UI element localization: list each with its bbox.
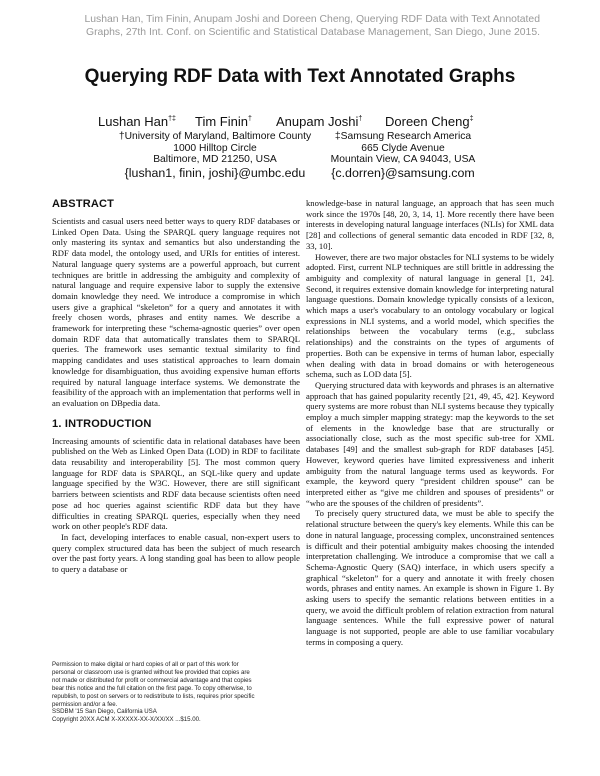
abstract-heading: ABSTRACT: [52, 198, 115, 210]
author-mark: †: [247, 115, 252, 123]
author-name: Anupam Joshi: [276, 114, 359, 129]
intro-paragraph-2: In fact, developing interfaces to enable casual, non-expert users to query complex structured data has been the subject of much research over the past forty years. A long standing goal has been to allow people to query a database or: [52, 531, 300, 575]
affiliation-line: Mountain View, CA 94043, USA: [330, 154, 476, 166]
body-paragraph-4: To precisely query structured data, we must be able to specify the relational structure between the query's key elements. While this can be done in natural language, processing complex, unconstrained sentences is difficult and their potential ambiguity makes choosing the intended interpretation challenging. We introduce a compromise that we call a Schema-Agnostic Query (SAQ) interface, in which users specify a graphical “skeleton” for a query and annotate it with freely chosen words, phrases and entity names. An example is shown in Figure 1. By asking users to specify the semantic relations between entities in a query, we avoid the difficult problem of relation extraction from natural language sentences. While the full expressive power of natural language is not supported, people are able to use familiar vocabulary terms in composing a query.: [306, 508, 554, 647]
conference-line: SSDBM '15 San Diego, California USA: [52, 708, 157, 716]
abstract-text: Scientists and casual users need better ways to query RDF databases or Linked Open Data. Using the SPARQL query language requires not only mastering its syntax and semantics but also understanding the RDF data model, the ontology used, and URIs for entities of interest. Natural language query systems are a powerful approach, but current techniques are brittle in addressing the ambiguity and complexity of natural language and require expensive labor to supply the extensive domain knowledge they need. We introduce a compromise in which users give a graphical “skeleton” for a query and annotates it with freely chosen words, phrases and entity names. We describe a framework for interpreting these “schema-agnostic queries” over open domain RDF data that automatically translates them to SPARQL queries. The framework uses semantic textual similarity to find mapping candidates and uses statistical approaches to learn domain knowledge for disambiguation, thus avoiding expensive human efforts required by natural language interface systems. We demonstrate the feasibility of the approach with an implementation that performs well in an evaluation on DBpedia data.: [52, 216, 300, 408]
paper-title: Querying RDF Data with Text Annotated Graphs: [84, 66, 516, 87]
permission-line: republish, to post on servers or to redistribute to lists, requires prior specific: [52, 692, 255, 700]
affiliation-line: 665 Clyde Avenue: [361, 142, 445, 154]
body-paragraph-1: knowledge-base in natural language, an approach that has seen much work since the 1970s [48, 20, 3, 14, 1]. More recently there have been interests in developing natural language interfaces (NLIs) for XML data [28] and collections of general semantic data encoded in RDF [32, 8, 33, 10].: [306, 198, 554, 251]
author-name: Tim Finin: [195, 114, 248, 129]
permission-line: permission and/or a fee.: [52, 700, 118, 708]
body-paragraph-2: However, there are two major obstacles for NLI systems to be widely adopted. First, current NLP techniques are still brittle in addressing the ambiguity and complexity of natural language in general [1, 24]. Second, it requires extensive domain knowledge for interpreting natural language questions. Domain knowledge typically consists of a lexicon, which maps a user's vocabulary to an ontology vocabulary or logical expressions in NLI systems, and a world model, which specifies the relationships between the vocabulary terms (e.g., subclass relationships) and the constraints on the types of arguments of properties. Both can be expensive in terms of human labor, especially when dealing with data in broad domains or with heterogeneous schema, such as LOD data [5].: [306, 251, 554, 380]
affiliation-umbc: [110, 131, 320, 180]
intro-paragraph-1: Increasing amounts of scientific data in relational databases have been published on the Web as Linked Open Data (LOD) in RDF to facilitate data reusability and interoperability [5]. The most common query language for RDF data is SPARQL, an SQL-like query and update language specified by the W3C. However, there are still significant barriers between scientists and RDF data because scientists often need pose ad hoc queries against scientific RDF data but they have difficulties in creating SPARQL queries, especially when they need work on other people's RDF data.: [52, 435, 300, 532]
introduction-heading: 1. INTRODUCTION: [52, 417, 152, 430]
author-name: Lushan Han: [98, 114, 169, 129]
affiliation-line: 1000 Hilltop Circle: [173, 142, 257, 154]
author-name: Doreen Cheng: [385, 114, 470, 129]
author-mark: ‡: [469, 115, 474, 123]
citation-header: [70, 13, 540, 39]
author-1: [98, 114, 176, 129]
copyright-line: Copyright 20XX ACM X-XXXXX-XX-X/XX/XX ...$15.00.: [52, 716, 201, 724]
permission-line: not made or distributed for profit or commercial advantage and that copies: [52, 676, 252, 684]
citation-line-1: Lushan Han, Tim Finin, Anupam Joshi and Doreen Cheng, Querying RDF Data with Text Annotated: [84, 14, 540, 25]
author-4: [385, 114, 473, 129]
email-address: {lushan1, finin, joshi}@umbc.edu: [124, 165, 306, 180]
affiliation-line: ‡Samsung Research America: [334, 131, 472, 142]
permission-notice: [52, 661, 300, 724]
permission-line: Permission to make digital or hard copies of all or part of this work for: [52, 661, 239, 668]
permission-line: bear this notice and the full citation on the first page. To copy otherwise, to: [52, 684, 252, 692]
left-column: [52, 198, 300, 575]
affiliation-samsung: [318, 131, 488, 180]
author-3: [276, 114, 362, 129]
author-mark: †‡: [168, 115, 176, 123]
affiliation-line: †University of Maryland, Baltimore County: [118, 131, 312, 142]
body-paragraph-3: Querying structured data with keywords and phrases is an alternative approach that has gained popularity recently [21, 49, 45, 42]. Keyword query systems are more robust than NLI systems because they typically employ a much simpler mapping strategy: map the keywords to the set of elements in the knowledge base that are structurally or associationally close, such as the most specific sub-tree for XML databases [49] and the smallest sub-graph for RDF databases [45]. However, keyword queries have limited expressiveness and inherit ambiguity from the natural language terms used as keywords. For example, the keyword query “president children spouse” can be interpreted either as “give me children and spouses of presidents” or “who are the spouses of the children of presidents”.: [306, 379, 554, 508]
author-2: [195, 114, 252, 129]
email-address: {c.dorren}@samsung.com: [331, 165, 475, 180]
citation-line-2: Graphs, 27th Int. Conf. on Scientific and Statistical Database Management, San Diego, June 2015.: [86, 27, 540, 38]
permission-line: personal or classroom use is granted without fee provided that copies are: [52, 668, 250, 676]
affiliation-line: Baltimore, MD 21250, USA: [153, 154, 277, 166]
right-column: [306, 198, 554, 648]
author-mark: †: [358, 115, 363, 123]
